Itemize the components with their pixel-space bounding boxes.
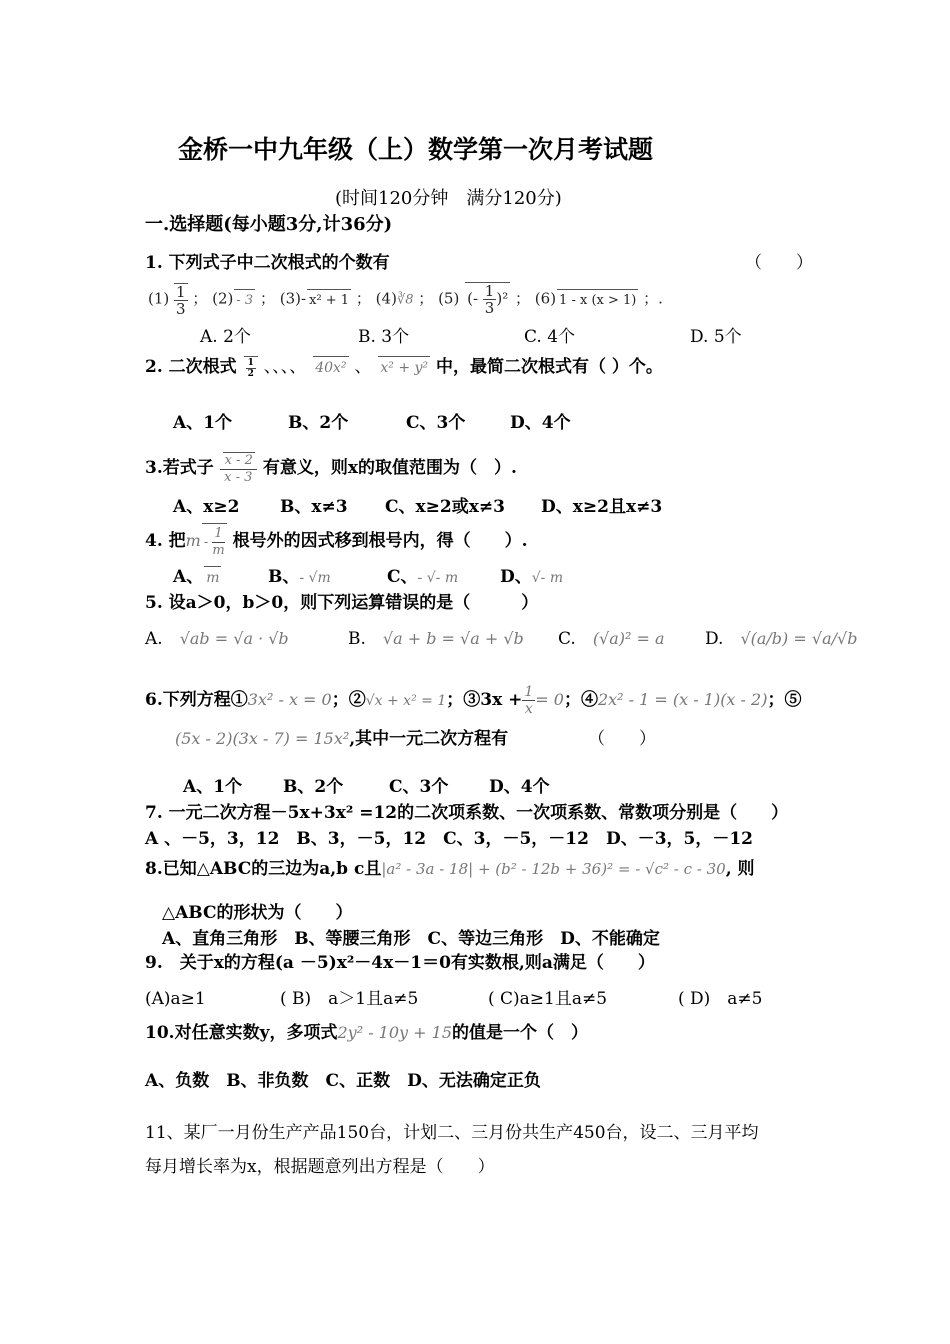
- question-10-options[interactable]: A、负数 B、非负数 C、正数 D、无法确定正负: [145, 1071, 541, 1091]
- option-expr: √a + b = √a + √b: [382, 629, 524, 648]
- expr-1-num: 1: [176, 282, 186, 301]
- question-3-stem: 3.若式子: [145, 458, 214, 478]
- marker-3: ；③3x +: [446, 690, 523, 710]
- expr-6-radicand: 1 - x: [559, 292, 588, 308]
- option-expr: √ab = √a · √b: [179, 629, 289, 648]
- question-6-option-a[interactable]: A、1个: [183, 777, 243, 797]
- question-2-radical-half: $\frac{1}{2}$: [244, 356, 258, 379]
- sep: ；: [418, 289, 434, 308]
- expr-2-radicand: - 3: [234, 289, 255, 312]
- expr-end: ；.: [643, 289, 663, 308]
- question-5-option-b[interactable]: [348, 628, 524, 650]
- question-10-polynomial: 2y² - 10y + 15: [337, 1023, 453, 1042]
- option-expr: √(a/b) = √a/√b: [740, 629, 858, 648]
- question-8-line-1: [145, 858, 755, 880]
- question-4-rad-num: 1: [212, 526, 224, 543]
- option-label: B、: [268, 567, 300, 587]
- marker-4: ；④: [563, 690, 598, 710]
- question-5-option-d[interactable]: [705, 628, 857, 650]
- question-9-option-d[interactable]: ( D) a≠5: [678, 989, 763, 1009]
- expr-2-label: (2): [212, 289, 234, 308]
- question-1-expressions: [148, 282, 663, 322]
- option-expr: (√a)² = a: [592, 629, 665, 648]
- question-5-option-c[interactable]: [558, 628, 665, 650]
- expr-5-den: 3: [484, 299, 495, 317]
- question-9-stem: 9. 关于x的方程(a －5)x²－4x－1＝0有实数根,则a满足（ ）: [145, 953, 655, 973]
- question-8-line-2: △ABC的形状为（ ）: [162, 903, 353, 923]
- option-expr: m: [204, 566, 221, 589]
- question-4-factor: m: [185, 531, 201, 550]
- question-4-tail: 根号外的因式移到根号内，得（ ）.: [232, 531, 528, 551]
- option-expr: √- m: [531, 570, 564, 586]
- equation-1: 3x² - x = 0: [247, 690, 332, 709]
- question-7-options[interactable]: A 、－5，3，12 B、3，－5，12 C、3，－5，－12 D、－3，5，－12: [145, 829, 754, 849]
- question-2-option-c[interactable]: C、3个: [406, 413, 466, 433]
- expr-5-open: (-: [467, 289, 483, 308]
- question-2-option-a[interactable]: A、1个: [173, 413, 233, 433]
- question-3-line: [145, 450, 517, 490]
- question-4-stem: 4. 把: [145, 531, 186, 551]
- option-expr: - √m: [299, 570, 331, 586]
- option-label: D.: [705, 629, 724, 649]
- question-6-tail: ,其中一元二次方程有: [349, 729, 509, 749]
- question-10-line: [145, 1022, 588, 1044]
- sep: ；: [259, 289, 275, 308]
- sep: ；: [192, 289, 208, 308]
- page-title: 金桥一中九年级（上）数学第一次月考试题: [178, 135, 654, 164]
- question-6-bracket: （ ）: [588, 729, 656, 749]
- question-1-option-c[interactable]: C. 4个: [524, 327, 576, 347]
- equation-3-num: 1: [524, 684, 534, 700]
- question-2-stem: 2. 二次根式: [145, 357, 237, 377]
- question-3-option-d[interactable]: D、x≥2且x≠3: [541, 497, 663, 517]
- question-7-stem: 7. 一元二次方程－5x+3x² =12的二次项系数、一次项系数、常数项分别是（ ）: [145, 803, 789, 823]
- option-label: A.: [145, 629, 163, 649]
- question-4-rad-den: m: [212, 543, 225, 558]
- expr-4-label: (4): [375, 289, 397, 308]
- question-9-option-b[interactable]: ( B) a＞1且a≠5: [280, 989, 419, 1009]
- question-3-option-b[interactable]: B、x≠3: [280, 497, 348, 517]
- question-1-bracket: （ ）: [745, 253, 813, 273]
- question-3-tail: 有意义，则x的取值范围为（ ）.: [262, 458, 517, 478]
- expr-6-condition: (x > 1): [591, 292, 637, 308]
- question-4-option-a[interactable]: [173, 566, 221, 589]
- option-label: B.: [348, 629, 366, 649]
- question-4-option-d[interactable]: [500, 566, 563, 589]
- equation-5: (5x - 2)(3x - 7) = 15x²: [175, 729, 350, 748]
- question-11-line-2: 每月增长率为x，根据题意列出方程是（ ）: [145, 1157, 495, 1177]
- question-1-stem: 1. 下列式子中二次根式的个数有: [145, 253, 390, 273]
- equation-4: 2x² - 1 = (x - 1)(x - 2): [597, 690, 768, 709]
- question-3-denominator: x - 3: [224, 469, 253, 485]
- question-2-sep: 、: [354, 357, 372, 377]
- question-1-option-a[interactable]: A. 2个: [200, 327, 251, 347]
- question-2-option-b[interactable]: B、2个: [288, 413, 349, 433]
- question-6-option-c[interactable]: C、3个: [389, 777, 449, 797]
- expr-4-value: ∛8: [396, 292, 414, 308]
- question-3-option-c[interactable]: C、x≥2或x≠3: [385, 497, 505, 517]
- expr-3-label: (3)-: [279, 289, 307, 308]
- equation-2: √x + x² = 1: [365, 693, 447, 709]
- question-10-stem: 10.对任意实数y，多项式: [145, 1023, 338, 1043]
- question-4-option-c[interactable]: [387, 566, 458, 589]
- sep: ；: [515, 289, 531, 308]
- exam-subtitle: (时间120分钟 满分120分): [335, 188, 562, 209]
- sep: ；: [355, 289, 371, 308]
- question-4-option-b[interactable]: [268, 566, 331, 589]
- question-6-line-2: [175, 728, 508, 750]
- question-6-stem: 6.下列方程①: [145, 690, 248, 710]
- question-8-stem: 8.已知△ABC的三边为a,b c且: [145, 859, 382, 879]
- expr-6-label: (6): [534, 289, 557, 308]
- option-label: C.: [558, 629, 576, 649]
- question-10-tail: 的值是一个（ ）: [452, 1023, 589, 1043]
- marker-5: ；⑤: [767, 690, 802, 710]
- question-5-option-a[interactable]: [145, 628, 289, 650]
- question-11-line-1: 11、某厂一月份生产产品150台，计划二、三月份共生产450台，设二、三月平均: [145, 1123, 759, 1143]
- equation-3-den: x: [524, 701, 533, 717]
- question-3-option-a[interactable]: A、x≥2: [173, 497, 240, 517]
- option-label: D、: [500, 567, 532, 587]
- option-label: C、: [387, 567, 418, 587]
- question-1-option-d[interactable]: D. 5个: [690, 327, 742, 347]
- expr-5-num: 1: [484, 282, 495, 300]
- question-2-tail: 中，最简二次根式有（ ）个。: [435, 357, 663, 377]
- question-2-line: [145, 356, 663, 379]
- question-8-options[interactable]: A、直角三角形 B、等腰三角形 C、等边三角形 D、不能确定: [162, 929, 660, 949]
- marker-2: ；②: [331, 690, 366, 710]
- question-8-condition: |a² - 3a - 18| + (b² - 12b + 36)² = - √c² - c - 30: [381, 860, 726, 878]
- expr-1-label: (1): [148, 289, 170, 308]
- expr-5-label: (5): [438, 289, 460, 308]
- question-4-line: 4. 把m - $\frac{1}{m}$ 根号外的因式移到根号内，得（ ）.: [145, 522, 528, 566]
- question-1-option-b[interactable]: B. 3个: [358, 327, 410, 347]
- expr-1-den: 3: [176, 299, 186, 318]
- expr-3-radicand: x² + 1: [307, 289, 351, 312]
- question-6-option-b[interactable]: B、2个: [283, 777, 344, 797]
- question-9-option-a[interactable]: (A)a≥1: [145, 989, 206, 1009]
- question-2-separators: 、、、、: [263, 357, 307, 377]
- equation-3-tail: = 0: [535, 690, 564, 709]
- option-expr: - √- m: [417, 570, 459, 586]
- question-2-option-d[interactable]: D、4个: [510, 413, 571, 433]
- question-6-option-d[interactable]: D、4个: [489, 777, 550, 797]
- question-2-expr-2: x² + y²: [378, 356, 430, 379]
- question-6-line-1: [145, 684, 801, 724]
- section-heading: 一.选择题(每小题3分,计36分): [145, 214, 393, 235]
- option-label: A、: [173, 567, 204, 587]
- expr-5-close: )²: [496, 289, 509, 308]
- question-8-tail: , 则: [725, 859, 755, 879]
- question-5-stem: 5. 设a＞0，b＞0，则下列运算错误的是（ ）: [145, 593, 539, 613]
- question-3-numerator: x - 2: [224, 452, 253, 468]
- question-2-expr-1: 40x²: [313, 356, 348, 379]
- question-9-option-c[interactable]: ( C)a≥1且a≠5: [488, 989, 608, 1009]
